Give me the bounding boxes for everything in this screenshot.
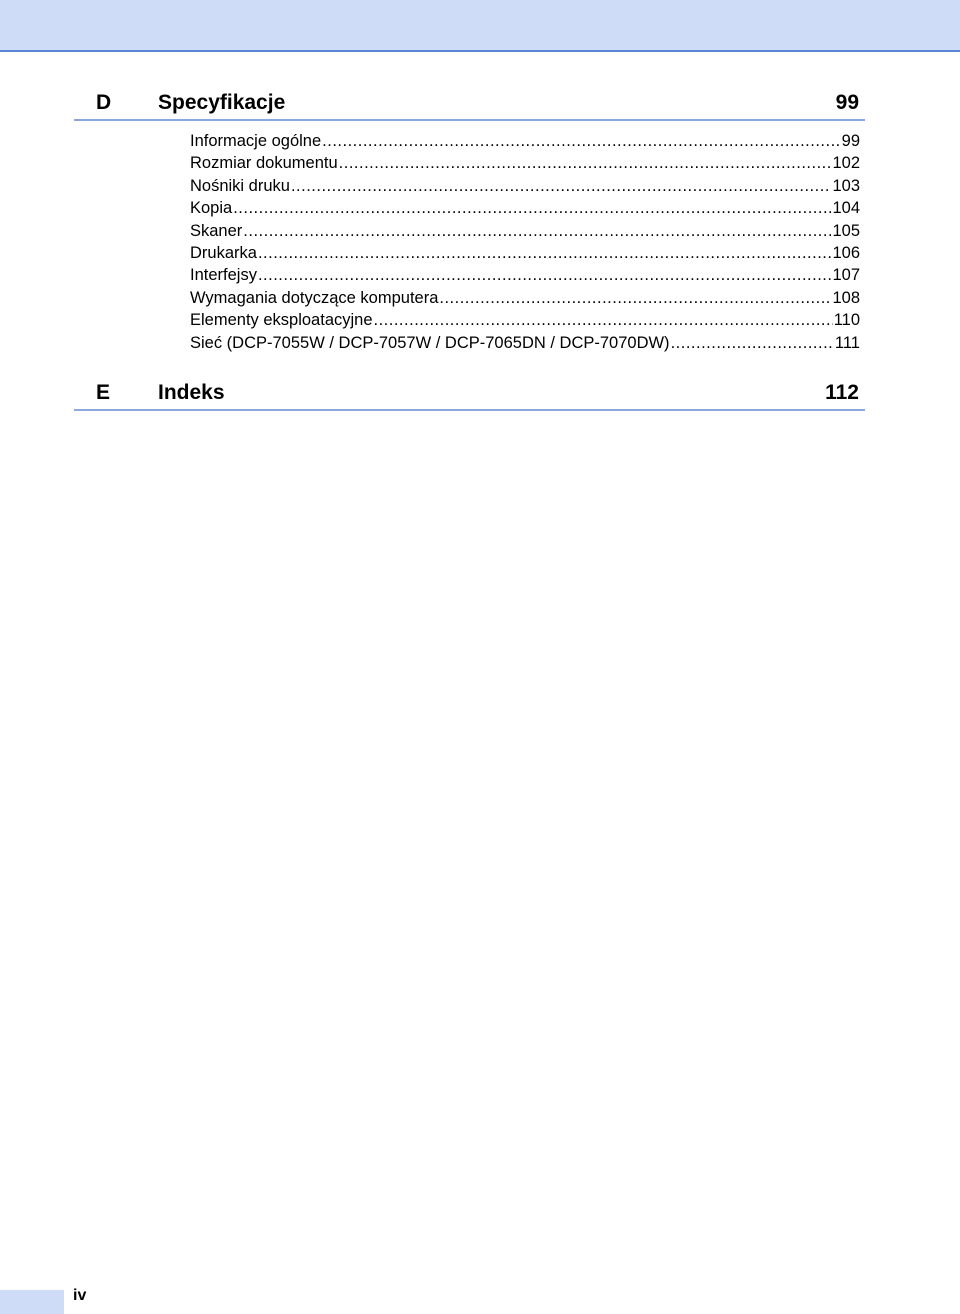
- toc-entry-page: 104: [832, 199, 860, 218]
- section-title: Specyfikacje: [158, 91, 286, 114]
- toc-entry[interactable]: [190, 220, 860, 242]
- toc-entry-page: 106: [832, 243, 860, 262]
- section-letter: D: [96, 91, 112, 114]
- top-header-band: [0, 0, 960, 52]
- toc-entry-label: Informacje ogólne: [190, 132, 322, 150]
- toc-entry-label: Elementy eksploatacyjne: [190, 311, 373, 330]
- toc-entry-page: 102: [832, 154, 860, 173]
- section-letter: E: [96, 381, 111, 404]
- footer-page-number: iv: [73, 1287, 87, 1304]
- toc-entry[interactable]: [190, 264, 860, 286]
- dot-leader: [243, 220, 831, 242]
- toc-entry[interactable]: [190, 197, 860, 219]
- toc-entry[interactable]: [190, 130, 860, 152]
- dot-leader: [439, 287, 831, 309]
- toc-entry-label: Nośniki druku: [190, 176, 290, 195]
- section-heading-specyfikacje[interactable]: [74, 81, 865, 121]
- dot-leader: [671, 332, 834, 354]
- toc-entry[interactable]: [190, 332, 860, 354]
- section-heading-indeks[interactable]: [74, 371, 865, 411]
- toc-entry-label: Wymagania dotyczące komputera: [190, 288, 439, 307]
- dot-leader: [258, 264, 832, 286]
- section-page-number: 99: [835, 91, 859, 114]
- toc-entry-label: Sieć (DCP-7055W / DCP-7057W / DCP-7065DN / DCP-7070DW): [190, 333, 670, 352]
- dot-leader: [233, 197, 831, 219]
- page-tab-marker: [0, 1290, 64, 1314]
- toc-entry-label: Skaner: [190, 221, 243, 240]
- toc-entry-page: 111: [834, 333, 860, 352]
- dot-leader: [322, 130, 840, 152]
- toc-entry-page: 108: [832, 288, 860, 307]
- dot-leader: [291, 175, 832, 197]
- dot-leader: [374, 309, 833, 331]
- toc-entry[interactable]: [190, 287, 860, 309]
- toc-entry-label: Drukarka: [190, 243, 257, 262]
- section-page-number: 112: [825, 381, 859, 404]
- toc-entry-page: 103: [832, 176, 860, 195]
- toc-entry-label: Rozmiar dokumentu: [190, 154, 338, 173]
- dot-leader: [258, 242, 832, 264]
- toc-entry[interactable]: [190, 242, 860, 264]
- toc-entry-page: 99: [841, 132, 860, 150]
- toc-entry-page: 105: [832, 221, 860, 240]
- section-title: Indeks: [158, 381, 225, 404]
- toc-entries-specyfikacje: [190, 130, 860, 354]
- toc-entry-page: 110: [833, 311, 860, 330]
- toc-entry-label: Kopia: [190, 199, 233, 218]
- toc-entry-page: 107: [832, 266, 860, 285]
- toc-entry[interactable]: [190, 152, 860, 174]
- toc-entry[interactable]: [190, 175, 860, 197]
- toc-entry-label: Interfejsy: [190, 266, 257, 285]
- dot-leader: [339, 152, 832, 174]
- toc-entry[interactable]: [190, 309, 860, 331]
